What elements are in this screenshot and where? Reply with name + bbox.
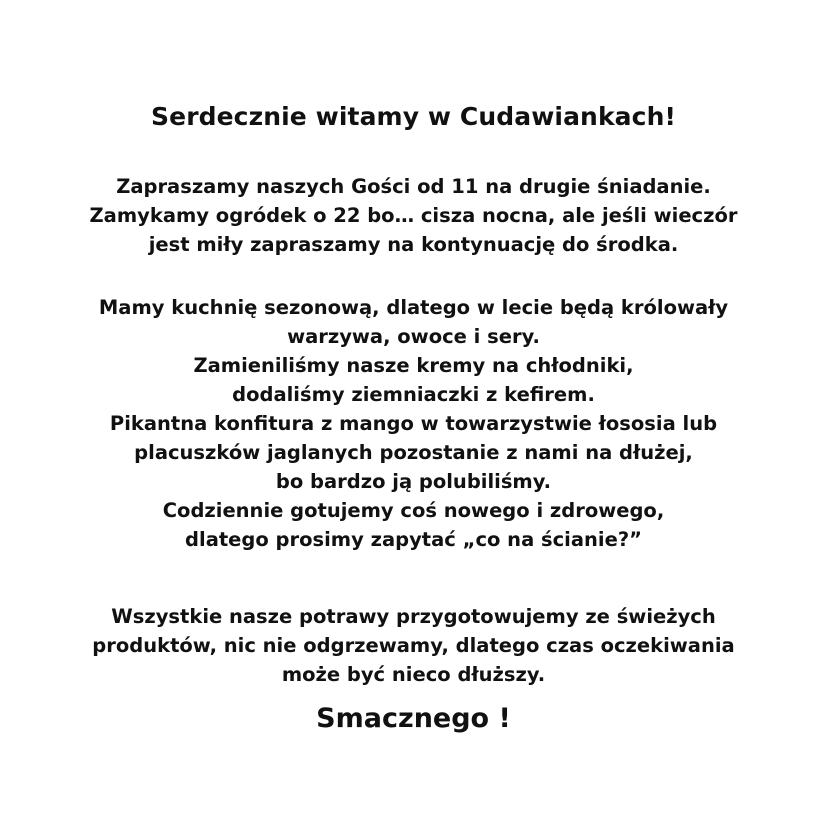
text-line: bo bardzo ją polubiliśmy. [275, 470, 552, 493]
text-line: może być nieco dłuższy. [281, 663, 546, 686]
paragraph-fresh-products [0, 602, 827, 689]
text-line: Zamieniliśmy nasze kremy na chłodniki, [193, 354, 634, 377]
text-line: warzywa, owoce i sery. [287, 325, 540, 348]
text-line: Zamykamy ogródek o 22 bo… cisza nocna, ale jeśli wieczór [89, 204, 738, 227]
text-line: placuszków jaglanych pozostanie z nami na dłużej, [134, 441, 693, 464]
text-line: Zapraszamy naszych Gości od 11 na drugie śniadanie. [116, 175, 711, 198]
paragraph-opening-hours [0, 172, 827, 259]
text-line: Codziennie gotujemy coś nowego i zdrowego, [162, 499, 665, 522]
paragraph-seasonal-kitchen [0, 293, 827, 554]
text-line: Wszystkie nasze potrawy przygotowujemy ze świeżych [111, 605, 716, 628]
text-line: Mamy kuchnię sezonową, dlatego w lecie będą królowały [98, 296, 729, 319]
page-title: Serdecznie witamy w Cudawiankach! [151, 102, 676, 131]
text-line: Pikantna konfitura z mango w towarzystwie łososia lub [109, 412, 718, 435]
text-line: dodaliśmy ziemniaczki z kefirem. [232, 383, 595, 406]
closing-greeting: Smacznego ! [316, 703, 511, 734]
text-line: jest miły zapraszamy na kontynuację do środka. [148, 233, 679, 256]
text-line: dlatego prosimy zapytać „co na ścianie?” [185, 528, 642, 551]
text-line: produktów, nic nie odgrzewamy, dlatego czas oczekiwania [92, 634, 735, 657]
